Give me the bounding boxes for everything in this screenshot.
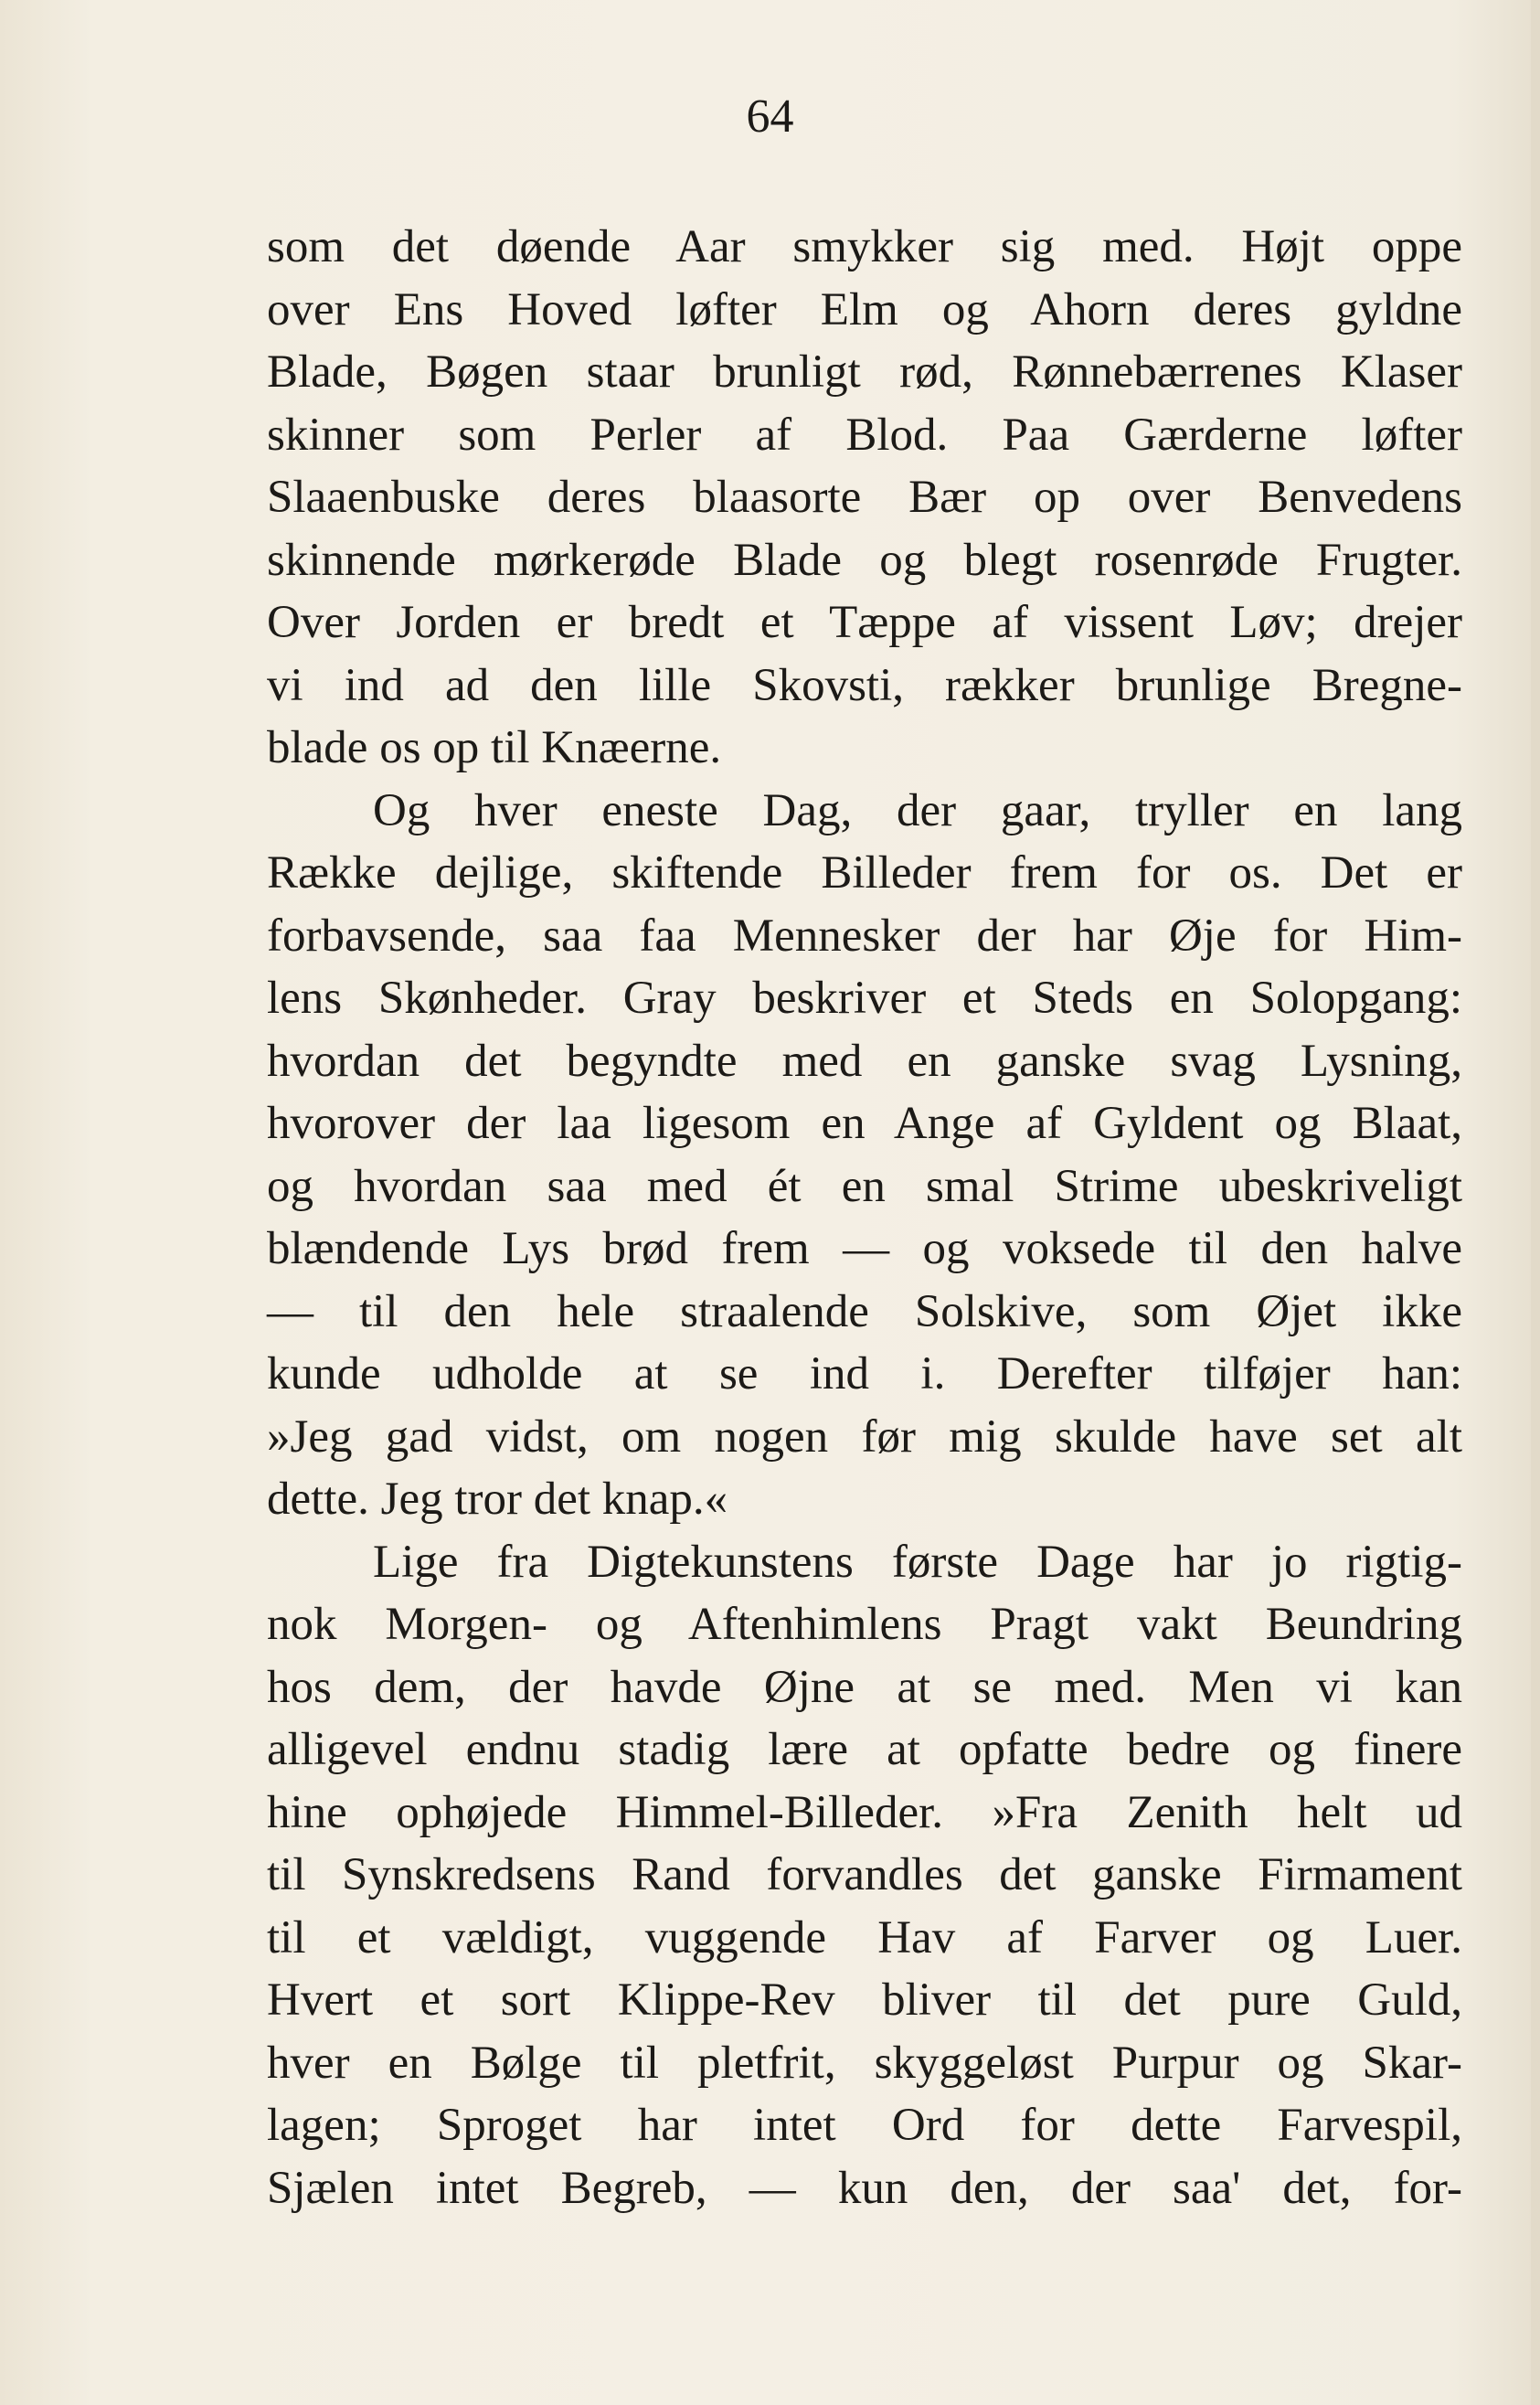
text-line: lagen; Sproget har intet Ord for dette Farvespil, [267,2100,1462,2151]
text-line: Slaaenbuske deres blaasorte Bær op over Benvedens [267,472,1462,523]
text-line: kunde udholde at se ind i. Derefter tilføjer han: [267,1348,1462,1399]
page-number: 64 [746,90,794,143]
text-line: skinner som Perler af Blod. Paa Gærderne løfter [267,409,1462,461]
text-line: og hvordan saa med ét en smal Strime ubeskriveligt [267,1160,1462,1212]
text-line: Over Jorden er bredt et Tæppe af vissent Løv; drejer [267,597,1462,648]
text-line: — til den hele straalende Solskive, som Øjet ikke [267,1285,1462,1337]
text-line: alligevel endnu stadig lære at opfatte bedre og finere [267,1724,1462,1775]
text-line: Lige fra Digtekunstens første Dage har jo rigtig- [373,1536,1462,1588]
text-line: hvorover der laa ligesom en Ange af Gyldent og Blaat, [267,1098,1462,1149]
text-line: forbavsende, saa faa Mennesker der har Øje for Him- [267,910,1462,962]
text-line: Og hver eneste Dag, der gaar, tryller en lang [373,784,1462,836]
page-edge [1531,0,1540,2405]
text-line: hvordan det begyndte med en ganske svag Lysning, [267,1035,1462,1087]
text-line: »Jeg gad vidst, om nogen før mig skulde have set alt [267,1410,1462,1463]
text-line: Hvert et sort Klippe-Rev bliver til det pure Guld, [267,1974,1462,2026]
text-line: hos dem, der havde Øjne at se med. Men vi kan [267,1661,1462,1713]
text-line: hver en Bølge til pletfrit, skyggeløst Purpur og Skar- [267,2037,1462,2089]
text-line: til et vældigt, vuggende Hav af Farver og Luer. [267,1911,1462,1963]
text-line: til Synskredsens Rand forvandles det ganske Firmament [267,1849,1462,1900]
text-line: Række dejlige, skiftende Billeder frem for os. Det er [267,847,1462,899]
text-line: dette. Jeg tror det knap.« [267,1474,728,1525]
text-line: skinnende mørkerøde Blade og blegt rosenrøde Frugter. [267,534,1462,586]
text-line: over Ens Hoved løfter Elm og Ahorn deres gyldne [267,283,1462,335]
text-line: blade os op til Knæerne. [267,722,722,773]
text-line: lens Skønheder. Gray beskriver et Steds en Solopgang: [267,973,1462,1024]
text-line: vi ind ad den lille Skovsti, rækker brunlige Bregne- [267,659,1462,711]
text-line: som det døende Aar smykker sig med. Højt oppe [267,221,1462,272]
text-line: Sjælen intet Begreb, — kun den, der saa' det, for- [267,2162,1462,2214]
text-line: blændende Lys brød frem — og voksede til den halve [267,1223,1462,1274]
text-line: nok Morgen- og Aftenhimlens Pragt vakt Beundring [267,1599,1462,1650]
text-line: hine ophøjede Himmel-Billeder. »Fra Zenith helt ud [267,1786,1462,1838]
body-text [267,216,1462,2219]
text-line: Blade, Bøgen staar brunligt rød, Rønnebærrenes Klaser [267,346,1462,398]
